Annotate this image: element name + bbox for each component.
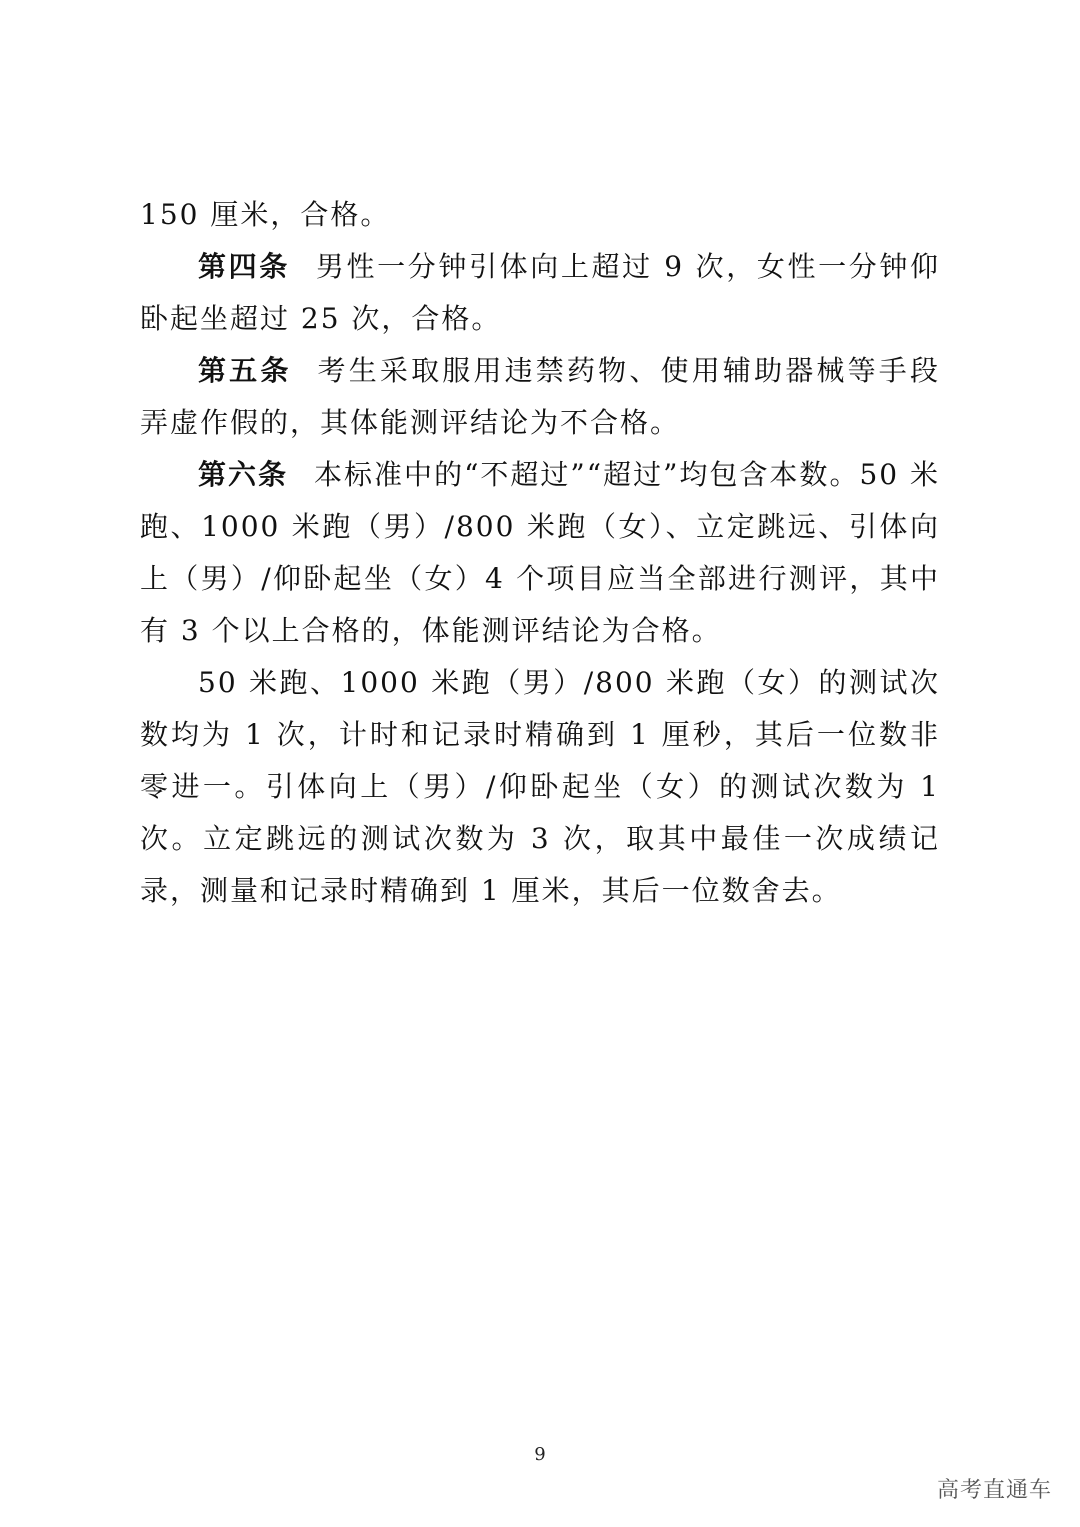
paragraph-text: 本标准中的“不超过”“超过”均包含本数。50 米跑、1000 米跑（男）/800 米跑（女）、立定跳远、引体向上（男）/仰卧起坐（女）4 个项目应当全部进行测评，其中有 3 个以上合格的，体能测评结论为合格。: [140, 458, 940, 647]
article-6: [140, 449, 940, 657]
article-6-detail: [140, 657, 940, 917]
watermark-text: 高考直通车: [936, 1478, 1052, 1503]
paragraph-text: 150 厘米，合格。: [140, 198, 391, 231]
document-body: [140, 189, 940, 917]
article-label: 第四条: [198, 250, 290, 283]
paragraph-continuation: [140, 189, 940, 241]
page-number: 9: [534, 1444, 546, 1465]
paragraph-text: 考生采取服用违禁药物、使用辅助器械等手段弄虚作假的，其体能测评结论为不合格。: [140, 354, 940, 439]
paragraph-text: 男性一分钟引体向上超过 9 次，女性一分钟仰卧起坐超过 25 次，合格。: [140, 250, 940, 335]
article-label: 第六条: [198, 458, 289, 491]
article-4: [140, 241, 940, 345]
paragraph-text: 50 米跑、1000 米跑（男）/800 米跑（女）的测试次数均为 1 次，计时和记录时精确到 1 厘秒，其后一位数非零进一。引体向上（男）/仰卧起坐（女）的测试次数为 1 次。立定跳远的测试次数为 3 次，取其中最佳一次成绩记录，测量和记录时精确到 1 厘米，其后一位数舍去。: [140, 666, 940, 907]
article-5: [140, 345, 940, 449]
article-label: 第五条: [198, 354, 292, 387]
